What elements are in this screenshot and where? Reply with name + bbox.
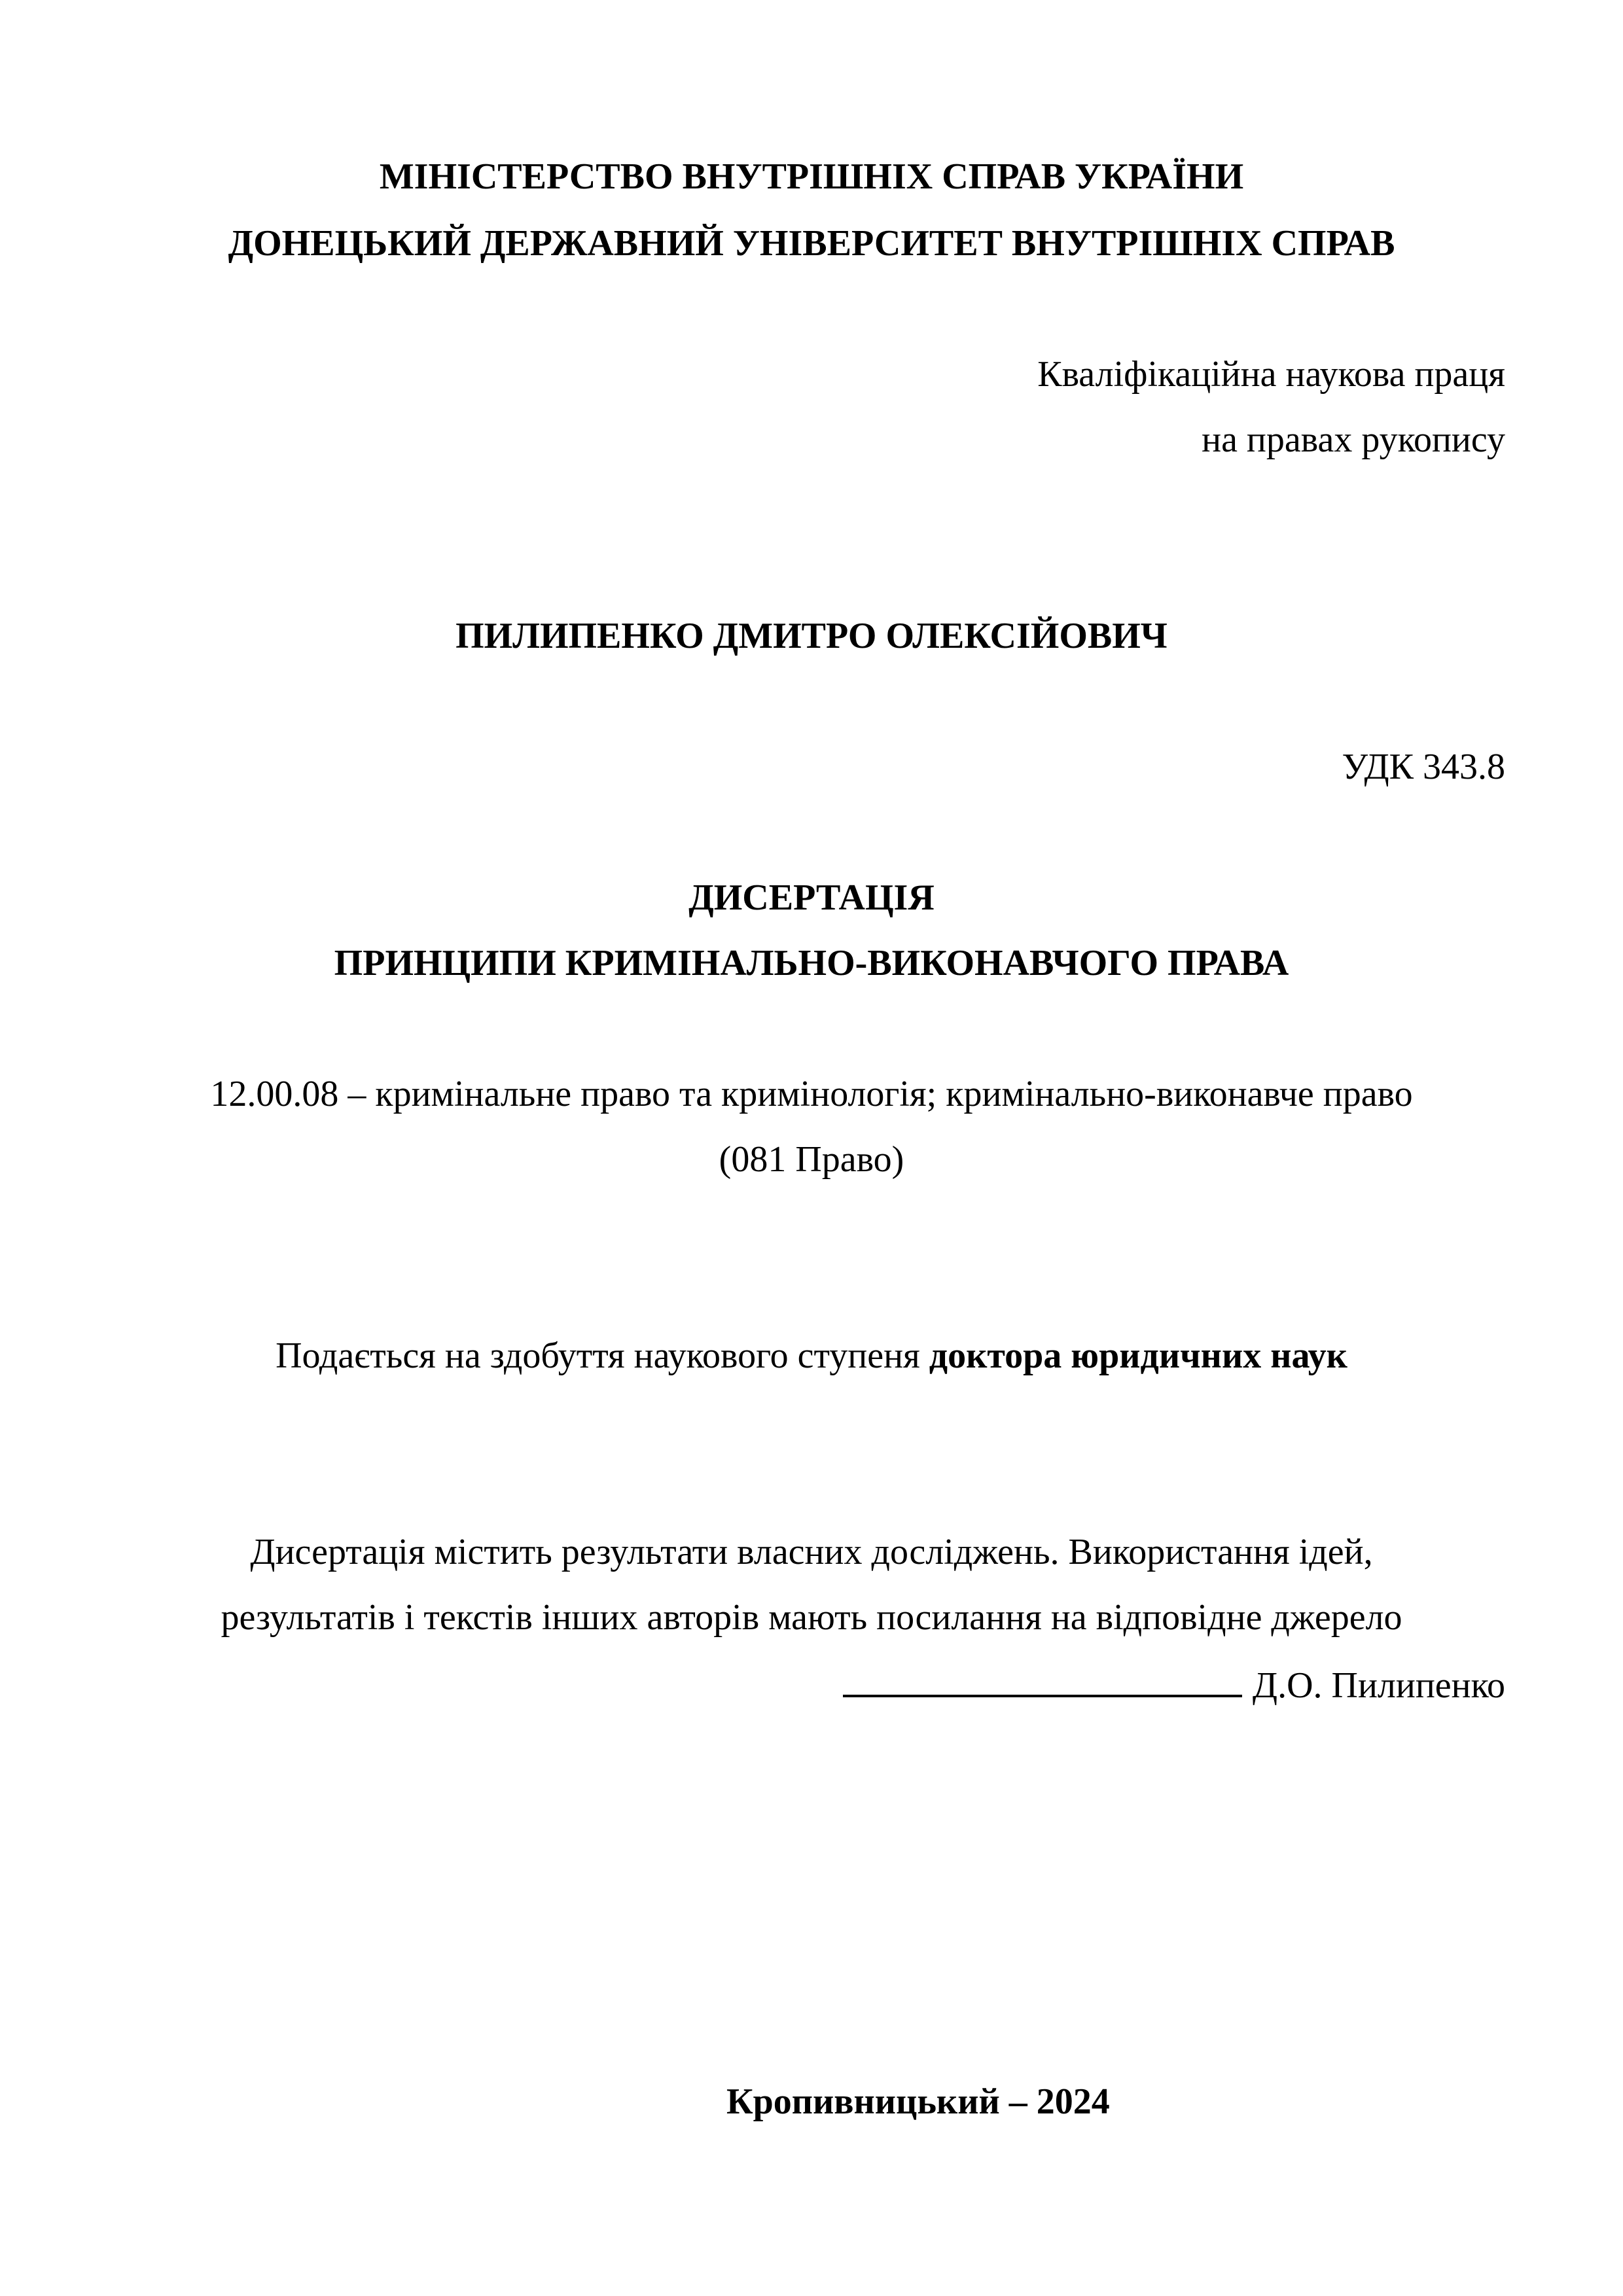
author-name: ПИЛИПЕНКО ДМИТРО ОЛЕКСІЙОВИЧ — [455, 616, 1168, 656]
specialty-code: 12.00.08 – кримінальне право та кримінологія; кримінально-виконавче право — [210, 1074, 1413, 1114]
dissertation-title: ПРИНЦИПИ КРИМІНАЛЬНО-ВИКОНАВЧОГО ПРАВА — [334, 943, 1289, 983]
declaration-line1: Дисертація містить результати власних досліджень. Використання ідей, — [250, 1532, 1373, 1572]
signature-name: Д.О. Пилипенко — [1252, 1665, 1505, 1706]
declaration-line2: результатів і текстів інших авторів мають посилання на відповідне джерело — [221, 1597, 1402, 1638]
ministry-heading: МІНІСТЕРСТВО ВНУТРІШНІХ СПРАВ УКРАЇНИ — [379, 156, 1244, 197]
specialty-field: (081 Право) — [719, 1139, 904, 1180]
manuscript-status-line2: на правах рукопису — [1202, 419, 1505, 460]
document-type: ДИСЕРТАЦІЯ — [688, 877, 935, 918]
degree-prefix: Подається на здобуття наукового ступеня — [276, 1335, 929, 1376]
degree-name: доктора юридичних наук — [929, 1335, 1347, 1376]
manuscript-status-line1: Кваліфікаційна наукова праця — [1037, 354, 1505, 395]
udc-code: УДК 343.8 — [1342, 747, 1505, 787]
city-year: Кропивницький – 2024 — [726, 2081, 1110, 2122]
university-heading: ДОНЕЦЬКИЙ ДЕРЖАВНИЙ УНІВЕРСИТЕТ ВНУТРІШНІХ СПРАВ — [228, 223, 1395, 264]
signature-blank — [843, 1662, 1242, 1697]
degree-statement — [0, 1335, 1623, 1377]
signature-line — [843, 1662, 1505, 1706]
